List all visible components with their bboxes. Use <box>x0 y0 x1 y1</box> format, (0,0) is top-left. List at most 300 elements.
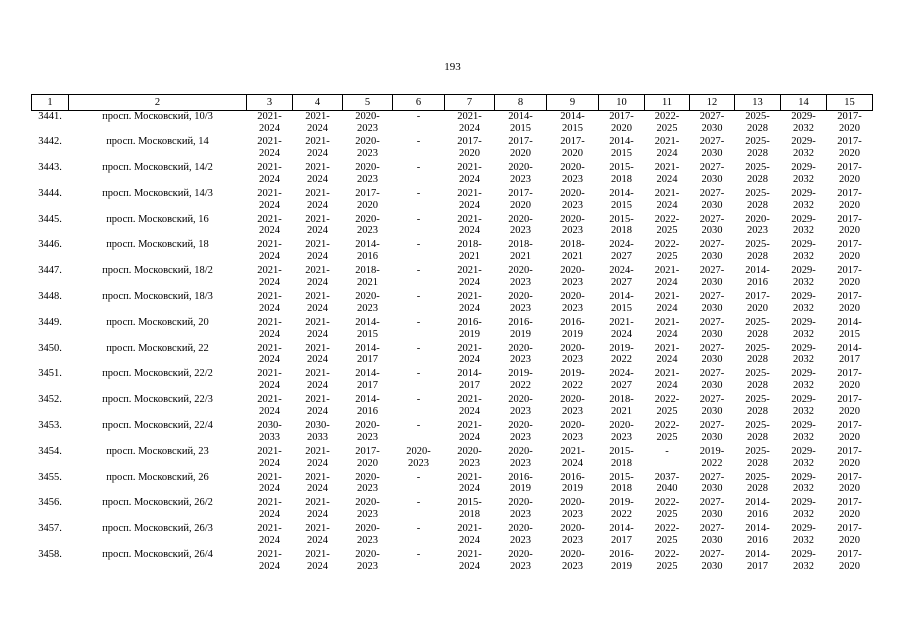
address-cell: просп. Московский, 26/2 <box>102 497 213 509</box>
period-cell: 2017- 2020 <box>837 111 862 134</box>
period-cell: 2021- 2024 <box>257 523 282 547</box>
table-row <box>32 214 873 240</box>
period-cell: 2014- 2015 <box>560 111 585 134</box>
period-cell: 2020- 2023 <box>560 549 585 572</box>
period-cell: 2029- 2032 <box>791 368 816 392</box>
period-cell: 2018- 2021 <box>457 239 482 263</box>
period-cell: 2014- 2017 <box>457 368 482 392</box>
period-cell: 2020- 2023 <box>560 342 585 366</box>
period-cell: 2029- 2032 <box>791 291 816 314</box>
period-cell: 2021- 2024 <box>305 497 330 521</box>
column-header-5: 5 <box>343 95 393 111</box>
period-cell: 2029- 2032 <box>791 420 816 443</box>
period-cell: 2021- 2024 <box>305 111 330 134</box>
period-cell: 2025- 2028 <box>745 342 770 366</box>
period-cell: 2015- 2018 <box>609 162 634 185</box>
period-cell: 2020- 2023 <box>508 445 533 469</box>
period-cell: 2022- 2025 <box>654 213 680 237</box>
period-cell: 2021- 2024 <box>305 265 330 289</box>
period-cell: 2014- 2016 <box>745 497 770 521</box>
address-cell: просп. Московский, 22/4 <box>102 420 213 432</box>
schedule-table <box>31 94 873 575</box>
period-cell: 2021- 2024 <box>457 291 482 314</box>
period-cell: 2025- 2028 <box>745 136 770 160</box>
period-cell: 2020- 2023 <box>355 136 380 160</box>
period-cell: 2021- 2024 <box>457 265 482 289</box>
period-cell: 2027- 2030 <box>699 342 725 366</box>
period-cell: 2021- 2024 <box>257 316 282 340</box>
period-cell: 2020- 2023 <box>745 213 770 237</box>
period-cell: 2025- 2028 <box>745 162 770 185</box>
period-cell: 2025- 2028 <box>745 471 770 495</box>
period-cell: 2015- 2018 <box>609 471 634 495</box>
period-cell: 2021- 2024 <box>654 265 680 289</box>
period-cell: 2021- 2024 <box>457 471 482 495</box>
period-cell: 2017- 2020 <box>837 471 862 495</box>
period-cell: 2025- 2028 <box>745 368 770 392</box>
period-cell: - <box>416 187 421 199</box>
period-cell: 2017- 2020 <box>508 136 533 160</box>
period-cell: 2029- 2032 <box>791 394 816 418</box>
period-cell: 2027- 2030 <box>699 316 725 340</box>
column-header-6: 6 <box>393 95 445 111</box>
period-cell: 2019- 2022 <box>508 368 533 392</box>
column-header-11: 11 <box>645 95 690 111</box>
period-cell: - <box>416 368 421 380</box>
period-cell: 2020- 2023 <box>355 549 380 572</box>
row-number: 3457. <box>38 523 62 535</box>
page-number: 193 <box>444 61 461 73</box>
header-row <box>32 95 873 111</box>
period-cell: 2021- 2024 <box>457 162 482 185</box>
period-cell: 2029- 2032 <box>791 316 816 340</box>
period-cell: 2027- 2030 <box>699 523 725 547</box>
period-cell: 2017- 2020 <box>837 187 862 211</box>
period-cell: 2014- 2017 <box>355 342 380 366</box>
period-cell: 2020- 2023 <box>508 162 533 185</box>
row-number: 3455. <box>38 471 62 483</box>
column-header-15: 15 <box>827 95 873 111</box>
period-cell: 2019- 2022 <box>560 368 585 392</box>
period-cell: 2027- 2030 <box>699 187 725 211</box>
period-cell: 2025- 2028 <box>745 239 770 263</box>
column-header-14: 14 <box>781 95 827 111</box>
table-row <box>32 291 873 317</box>
row-number: 3453. <box>38 420 62 432</box>
column-header-4: 4 <box>293 95 343 111</box>
row-number: 3448. <box>38 291 62 303</box>
period-cell: 2021- 2024 <box>457 394 482 418</box>
period-cell: 2027- 2030 <box>699 497 725 521</box>
period-cell: 2025- 2028 <box>745 187 770 211</box>
period-cell: 2017- 2020 <box>837 497 862 521</box>
period-cell: 2014- 2016 <box>355 239 380 263</box>
table-row <box>32 497 873 523</box>
column-header-10: 10 <box>599 95 645 111</box>
period-cell: 2017- 2020 <box>837 445 862 469</box>
period-cell: 2029- 2032 <box>791 497 816 521</box>
period-cell: 2016- 2019 <box>508 471 533 495</box>
period-cell: 2020- 2023 <box>355 162 380 185</box>
period-cell: 2021- 2024 <box>305 213 330 237</box>
period-cell: 2037- 2040 <box>654 471 680 495</box>
address-cell: просп. Московский, 14/2 <box>102 162 213 174</box>
address-cell: просп. Московский, 14/3 <box>102 187 213 199</box>
period-cell: 2020- 2023 <box>508 342 533 366</box>
row-number: 3456. <box>38 497 62 509</box>
period-cell: 2029- 2032 <box>791 342 816 366</box>
period-cell: - <box>416 523 421 535</box>
period-cell: 2029- 2032 <box>791 111 816 134</box>
column-header-8: 8 <box>495 95 547 111</box>
period-cell: - <box>665 445 669 457</box>
period-cell: 2014- 2015 <box>508 111 533 134</box>
period-cell: 2027- 2030 <box>699 136 725 160</box>
period-cell: 2021- 2024 <box>305 239 330 263</box>
row-number: 3447. <box>38 265 62 277</box>
period-cell: 2029- 2032 <box>791 265 816 289</box>
period-cell: 2016- 2019 <box>609 549 634 572</box>
period-cell: 2021- 2024 <box>257 111 282 134</box>
period-cell: - <box>416 111 421 122</box>
period-cell: 2021- 2024 <box>257 213 282 237</box>
period-cell: 2014- 2015 <box>355 316 380 340</box>
period-cell: 2022- 2025 <box>654 523 680 547</box>
period-cell: 2027- 2030 <box>699 394 725 418</box>
period-cell: 2017- 2020 <box>837 265 862 289</box>
row-number: 3449. <box>38 316 62 328</box>
period-cell: 2020- 2023 <box>457 445 482 469</box>
period-cell: 2029- 2032 <box>791 187 816 211</box>
row-number: 3442. <box>38 136 62 148</box>
period-cell: 2021- 2024 <box>654 136 680 160</box>
period-cell: 2018- 2021 <box>355 265 380 289</box>
period-cell: 2029- 2032 <box>791 213 816 237</box>
period-cell: 2018- 2021 <box>609 394 634 418</box>
period-cell: 2020- 2023 <box>508 265 533 289</box>
period-cell: - <box>416 213 421 225</box>
period-cell: 2030- 2033 <box>257 420 282 443</box>
table-row <box>32 188 873 214</box>
period-cell: 2027- 2030 <box>699 111 725 134</box>
row-number: 3444. <box>38 187 62 199</box>
period-cell: 2014- 2016 <box>745 523 770 547</box>
table-row <box>32 368 873 394</box>
period-cell: 2020- 2023 <box>560 497 585 521</box>
period-cell: 2029- 2032 <box>791 549 816 572</box>
period-cell: 2021- 2024 <box>457 420 482 443</box>
period-cell: 2025- 2028 <box>745 445 770 469</box>
period-cell: 2014- 2017 <box>355 368 380 392</box>
period-cell: 2027- 2030 <box>699 213 725 237</box>
period-cell: 2021- 2024 <box>305 523 330 547</box>
period-cell: 2016- 2019 <box>457 316 482 340</box>
period-cell: 2021- 2024 <box>257 291 282 314</box>
period-cell: 2015- 2018 <box>609 213 634 237</box>
period-cell: - <box>416 471 421 483</box>
period-cell: 2015- 2018 <box>609 445 634 469</box>
row-number: 3446. <box>38 239 62 251</box>
period-cell: 2017- 2020 <box>837 420 862 443</box>
period-cell: 2022- 2025 <box>654 394 680 418</box>
period-cell: 2021- 2024 <box>257 394 282 418</box>
period-cell: 2021- 2024 <box>305 368 330 392</box>
period-cell: 2020- 2023 <box>609 420 634 443</box>
period-cell: 2016- 2019 <box>508 316 533 340</box>
period-cell: 2017- 2020 <box>837 239 862 263</box>
period-cell: 2027- 2030 <box>699 368 725 392</box>
period-cell: 2022- 2025 <box>654 111 680 134</box>
period-cell: 2030- 2033 <box>305 420 330 443</box>
row-number: 3443. <box>38 162 62 174</box>
address-cell: просп. Московский, 22 <box>106 342 209 354</box>
period-cell: 2021- 2024 <box>305 342 330 366</box>
period-cell: 2027- 2030 <box>699 265 725 289</box>
period-cell: 2021- 2024 <box>305 394 330 418</box>
period-cell: 2020- 2023 <box>508 291 533 314</box>
period-cell: 2016- 2019 <box>560 471 585 495</box>
period-cell: 2021- 2024 <box>654 368 680 392</box>
period-cell: 2017- 2020 <box>837 523 862 547</box>
period-cell: 2021- 2024 <box>457 213 482 237</box>
period-cell: 2021- 2024 <box>257 368 282 392</box>
period-cell: 2027- 2030 <box>699 239 725 263</box>
period-cell: 2020- 2023 <box>508 420 533 443</box>
period-cell: 2021- 2024 <box>457 111 482 134</box>
period-cell: 2015- 2018 <box>457 497 482 521</box>
period-cell: 2017- 2020 <box>457 136 482 160</box>
period-cell: 2022- 2025 <box>654 497 680 521</box>
period-cell: 2021- 2024 <box>305 291 330 314</box>
period-cell: 2020- 2023 <box>355 420 380 443</box>
period-cell: 2019- 2022 <box>699 445 725 469</box>
table-row <box>32 394 873 420</box>
period-cell: 2014- 2016 <box>355 394 380 418</box>
period-cell: 2029- 2032 <box>791 445 816 469</box>
column-header-9: 9 <box>547 95 599 111</box>
row-number: 3451. <box>38 368 62 380</box>
address-cell: просп. Московский, 20 <box>106 316 209 328</box>
period-cell: 2017- 2020 <box>837 162 862 185</box>
period-cell: 2029- 2032 <box>791 239 816 263</box>
period-cell: 2017- 2020 <box>355 445 380 469</box>
period-cell: 2024- 2027 <box>609 265 634 289</box>
period-cell: 2021- 2024 <box>457 342 482 366</box>
period-cell: 2027- 2030 <box>699 549 725 572</box>
period-cell: 2014- 2016 <box>745 265 770 289</box>
period-cell: 2021- 2024 <box>257 187 282 211</box>
period-cell: 2018- 2021 <box>560 239 585 263</box>
period-cell: 2021- 2024 <box>305 471 330 495</box>
period-cell: 2024- 2027 <box>609 239 634 263</box>
period-cell: 2021- 2024 <box>257 162 282 185</box>
period-cell: 2022- 2025 <box>654 549 680 572</box>
address-cell: просп. Московский, 10/3 <box>102 111 213 122</box>
period-cell: 2020- 2023 <box>508 213 533 237</box>
address-cell: просп. Московский, 26/4 <box>102 549 213 561</box>
period-cell: 2017- 2020 <box>355 187 380 211</box>
period-cell: 2019- 2022 <box>609 497 634 521</box>
period-cell: 2022- 2025 <box>654 420 680 443</box>
period-cell: 2027- 2030 <box>699 471 725 495</box>
period-cell: 2021- 2024 <box>457 523 482 547</box>
period-cell: 2027- 2030 <box>699 420 725 443</box>
period-cell: 2029- 2032 <box>791 136 816 160</box>
period-cell: 2020- 2023 <box>355 111 380 134</box>
period-cell: 2019- 2022 <box>609 342 634 366</box>
period-cell: - <box>416 316 421 328</box>
period-cell: 2021- 2024 <box>257 471 282 495</box>
period-cell: 2017- 2020 <box>837 213 862 237</box>
period-cell: 2020- 2023 <box>560 394 585 418</box>
period-cell: 2016- 2019 <box>560 316 585 340</box>
period-cell: 2021- 2024 <box>560 445 585 469</box>
column-header-7: 7 <box>445 95 495 111</box>
address-cell: просп. Московский, 14 <box>106 136 209 148</box>
table-row <box>32 239 873 265</box>
row-number: 3441. <box>38 111 62 122</box>
period-cell: - <box>416 136 421 148</box>
period-cell: 2025- 2028 <box>745 111 770 134</box>
period-cell: 2021- 2024 <box>257 136 282 160</box>
period-cell: 2020- 2023 <box>560 291 585 314</box>
period-cell: 2014- 2015 <box>837 316 862 340</box>
period-cell: 2027- 2030 <box>699 162 725 185</box>
period-cell: 2017- 2020 <box>837 136 862 160</box>
period-cell: 2020- 2023 <box>406 445 431 469</box>
period-cell: - <box>416 342 421 354</box>
period-cell: 2021- 2024 <box>305 187 330 211</box>
period-cell: 2020- 2023 <box>508 523 533 547</box>
table-row <box>32 136 873 162</box>
address-cell: просп. Московский, 22/2 <box>102 368 213 380</box>
address-cell: просп. Московский, 18/2 <box>102 265 213 277</box>
column-header-13: 13 <box>735 95 781 111</box>
address-cell: просп. Московский, 18 <box>106 239 209 251</box>
column-header-1: 1 <box>32 95 69 111</box>
table-row <box>32 472 873 498</box>
column-header-3: 3 <box>247 95 293 111</box>
period-cell: 2020- 2023 <box>508 549 533 572</box>
period-cell: 2020- 2023 <box>508 394 533 418</box>
table-row <box>32 317 873 343</box>
row-number: 3450. <box>38 342 62 354</box>
period-cell: 2017- 2020 <box>508 187 533 211</box>
row-number: 3445. <box>38 213 62 225</box>
period-cell: 2021- 2024 <box>305 136 330 160</box>
period-cell: 2021- 2024 <box>654 162 680 185</box>
period-cell: 2020- 2023 <box>355 523 380 547</box>
table-row <box>32 162 873 188</box>
address-cell: просп. Московский, 23 <box>106 445 209 457</box>
period-cell: 2021- 2024 <box>257 549 282 572</box>
period-cell: 2025- 2028 <box>745 394 770 418</box>
period-cell: 2020- 2023 <box>355 213 380 237</box>
period-cell: 2021- 2024 <box>654 342 680 366</box>
period-cell: 2014- 2017 <box>745 549 770 572</box>
period-cell: 2021- 2024 <box>305 445 330 469</box>
table-row <box>32 420 873 446</box>
address-cell: просп. Московский, 26/3 <box>102 523 213 535</box>
column-header-2: 2 <box>69 95 247 111</box>
period-cell: 2021- 2024 <box>305 162 330 185</box>
period-cell: 2020- 2023 <box>355 471 380 495</box>
period-cell: 2017- 2020 <box>837 368 862 392</box>
period-cell: 2014- 2015 <box>609 291 634 314</box>
period-cell: 2021- 2024 <box>305 549 330 572</box>
period-cell: 2020- 2023 <box>355 497 380 521</box>
period-cell: 2024- 2027 <box>609 368 634 392</box>
address-cell: просп. Московский, 26 <box>106 471 209 483</box>
period-cell: 2021- 2024 <box>257 265 282 289</box>
period-cell: 2020- 2023 <box>508 497 533 521</box>
period-cell: - <box>416 549 421 561</box>
period-cell: 2021- 2024 <box>609 316 634 340</box>
period-cell: 2029- 2032 <box>791 523 816 547</box>
table-row <box>32 523 873 549</box>
table-row <box>32 265 873 291</box>
period-cell: 2017- 2020 <box>837 549 862 572</box>
period-cell: 2021- 2024 <box>257 239 282 263</box>
period-cell: 2014- 2015 <box>609 136 634 160</box>
period-cell: 2021- 2024 <box>654 187 680 211</box>
period-cell: 2017- 2020 <box>560 136 585 160</box>
period-cell: 2020- 2023 <box>355 291 380 314</box>
period-cell: 2017- 2020 <box>837 394 862 418</box>
period-cell: 2014- 2017 <box>609 523 634 547</box>
period-cell: 2021- 2024 <box>457 549 482 572</box>
period-cell: 2020- 2023 <box>560 265 585 289</box>
period-cell: 2022- 2025 <box>654 239 680 263</box>
table-row <box>32 549 873 575</box>
period-cell: 2021- 2024 <box>654 291 680 314</box>
period-cell: 2017- 2020 <box>609 111 634 134</box>
period-cell: 2020- 2023 <box>560 420 585 443</box>
period-cell: - <box>416 239 421 251</box>
address-cell: просп. Московский, 18/3 <box>102 291 213 303</box>
period-cell: 2020- 2023 <box>560 162 585 185</box>
period-cell: - <box>416 497 421 509</box>
period-cell: - <box>416 265 421 277</box>
period-cell: 2014- 2015 <box>609 187 634 211</box>
period-cell: 2021- 2024 <box>654 316 680 340</box>
table-row <box>32 343 873 369</box>
period-cell: 2017- 2020 <box>837 291 862 314</box>
period-cell: 2027- 2030 <box>699 291 725 314</box>
column-header-12: 12 <box>690 95 735 111</box>
period-cell: 2025- 2028 <box>745 420 770 443</box>
period-cell: 2020- 2023 <box>560 187 585 211</box>
address-cell: просп. Московский, 22/3 <box>102 394 213 406</box>
row-number: 3454. <box>38 445 62 457</box>
period-cell: 2029- 2032 <box>791 162 816 185</box>
row-number: 3458. <box>38 549 62 561</box>
period-cell: 2025- 2028 <box>745 316 770 340</box>
table-row <box>32 446 873 472</box>
period-cell: 2021- 2024 <box>457 187 482 211</box>
period-cell: - <box>416 291 421 303</box>
row-number: 3452. <box>38 394 62 406</box>
table-row <box>32 111 873 137</box>
period-cell: 2029- 2032 <box>791 471 816 495</box>
period-cell: 2021- 2024 <box>257 342 282 366</box>
period-cell: 2021- 2024 <box>257 445 282 469</box>
period-cell: 2021- 2024 <box>257 497 282 521</box>
period-cell: 2017- 2020 <box>745 291 770 314</box>
period-cell: 2018- 2021 <box>508 239 533 263</box>
period-cell: 2020- 2023 <box>560 213 585 237</box>
period-cell: - <box>416 420 421 432</box>
